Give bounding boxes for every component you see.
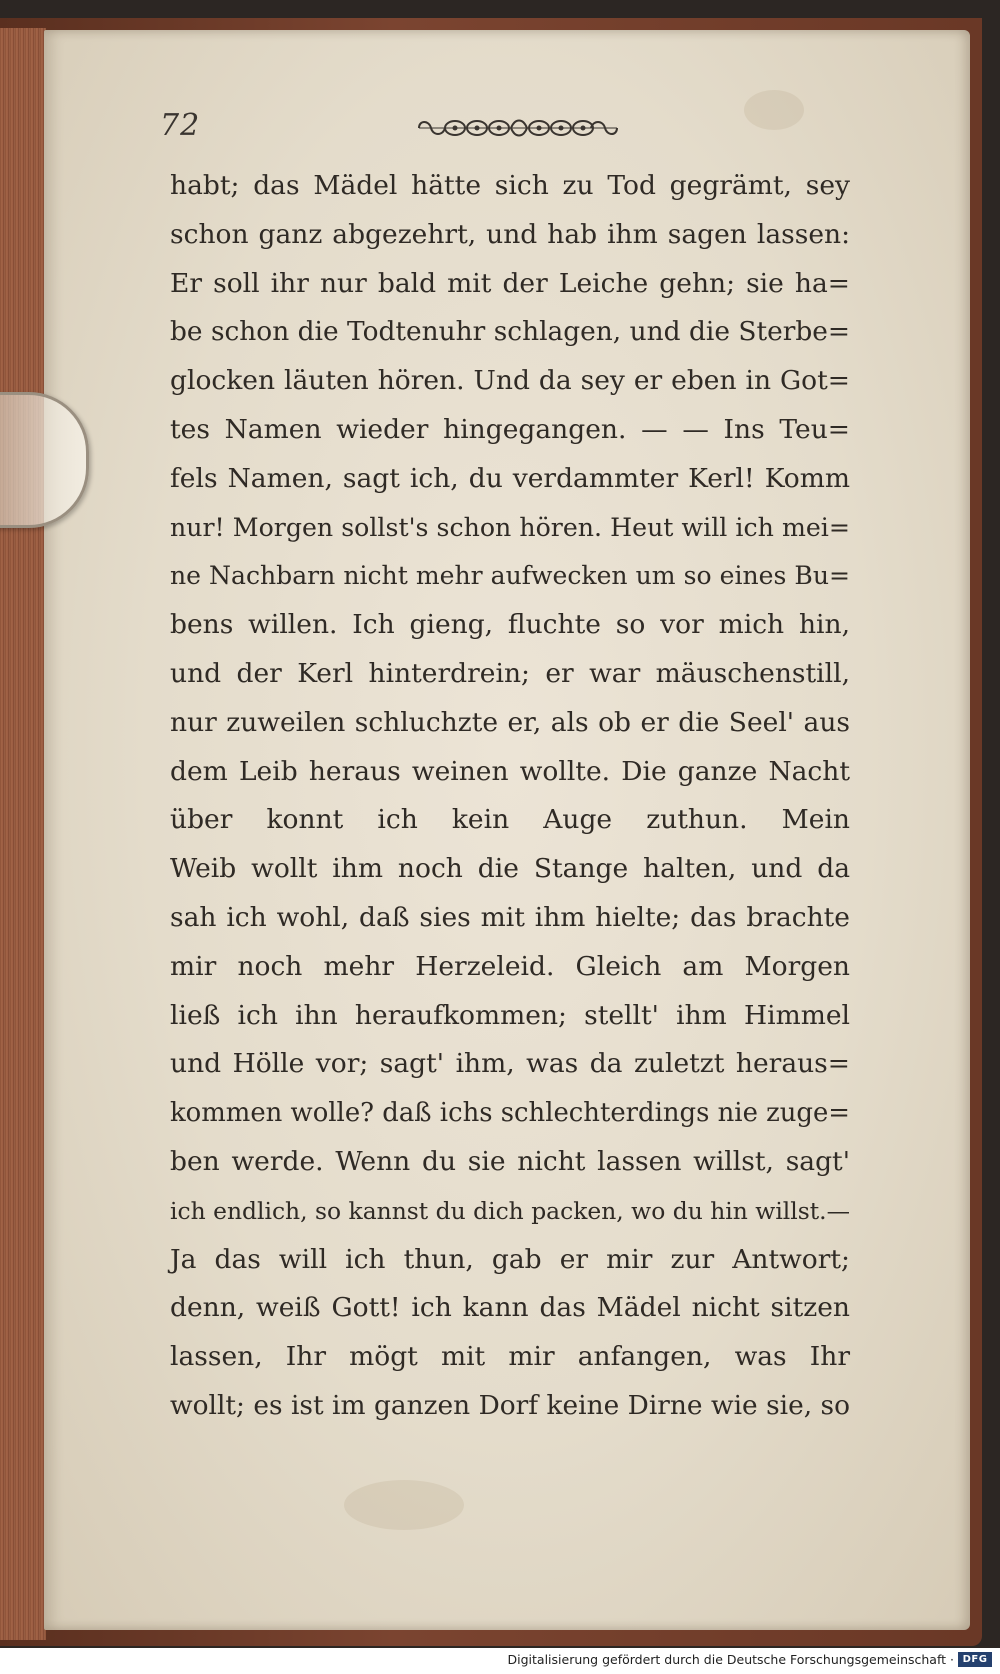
page-text (170, 162, 850, 1431)
footer-credit: Digitalisierung gefördert durch die Deutsche Forschungsgemeinschaft · (507, 1652, 954, 1667)
dfg-logo: DFG (958, 1652, 992, 1667)
text-line: und der Kerl hinterdrein; er war mäuschenstill, (170, 657, 850, 689)
text-line: tes Namen wieder hingegangen. — — Ins Teu= (170, 413, 850, 445)
text-line: glocken läuten hören. Und da sey er eben in Got= (170, 365, 850, 397)
text-line: nur! Morgen sollst's schon hören. Heut will ich mei= (170, 512, 850, 542)
text-line: ben werde. Wenn du sie nicht lassen willst, sagt' (170, 1145, 850, 1177)
text-line: dem Leib heraus weinen wollte. Die ganze Nacht (170, 755, 850, 787)
text-line: Weib wollt ihm noch die Stange halten, und da (170, 853, 850, 885)
text-line: und Hölle vor; sagt' ihm, was da zuletzt heraus= (170, 1048, 850, 1080)
paper-stain (744, 90, 804, 130)
header-ornament-icon (415, 114, 620, 142)
text-line: lassen, Ihr mögt mit mir anfangen, was Ihr (170, 1341, 850, 1373)
text-line: fels Namen, sagt ich, du verdammter Kerl! Komm (170, 462, 850, 494)
text-line: Er soll ihr nur bald mit der Leiche gehn; sie ha= (170, 267, 850, 299)
text-line: sah ich wohl, daß sies mit ihm hielte; das brachte (170, 901, 850, 933)
text-line: Ja das will ich thun, gab er mir zur Antwort; (170, 1243, 850, 1275)
text-line: schon ganz abgezehrt, und hab ihm sagen lassen: (170, 218, 850, 250)
text-line: ich endlich, so kannst du dich packen, wo du hin willst.— (170, 1196, 850, 1225)
text-line: denn, weiß Gott! ich kann das Mädel nicht sitzen (170, 1292, 850, 1324)
text-line: kommen wolle? daß ichs schlechterdings nie zuge= (170, 1098, 850, 1129)
text-line: nur zuweilen schluchzte er, als ob er die Seel' aus (170, 706, 850, 738)
text-line: über konnt ich kein Auge zuthun. Mein (170, 804, 850, 836)
text-line: ne Nachbarn nicht mehr aufwecken um so eines Bu= (170, 561, 850, 591)
text-line: habt; das Mädel hätte sich zu Tod gegrämt, sey (170, 170, 850, 201)
text-line: bens willen. Ich gieng, fluchte so vor mich hin, (170, 609, 850, 641)
text-line: be schon die Todtenuhr schlagen, und die Sterbe= (170, 316, 850, 348)
text-line: mir noch mehr Herzeleid. Gleich am Morgen (170, 950, 850, 982)
paper-stain (344, 1480, 464, 1530)
page-number: 72 (160, 108, 201, 143)
text-line: ließ ich ihn heraufkommen; stellt' ihm Himmel (170, 999, 850, 1031)
text-line: wollt; es ist im ganzen Dorf keine Dirne wie sie, so (170, 1389, 850, 1421)
page-edges (0, 28, 46, 1640)
